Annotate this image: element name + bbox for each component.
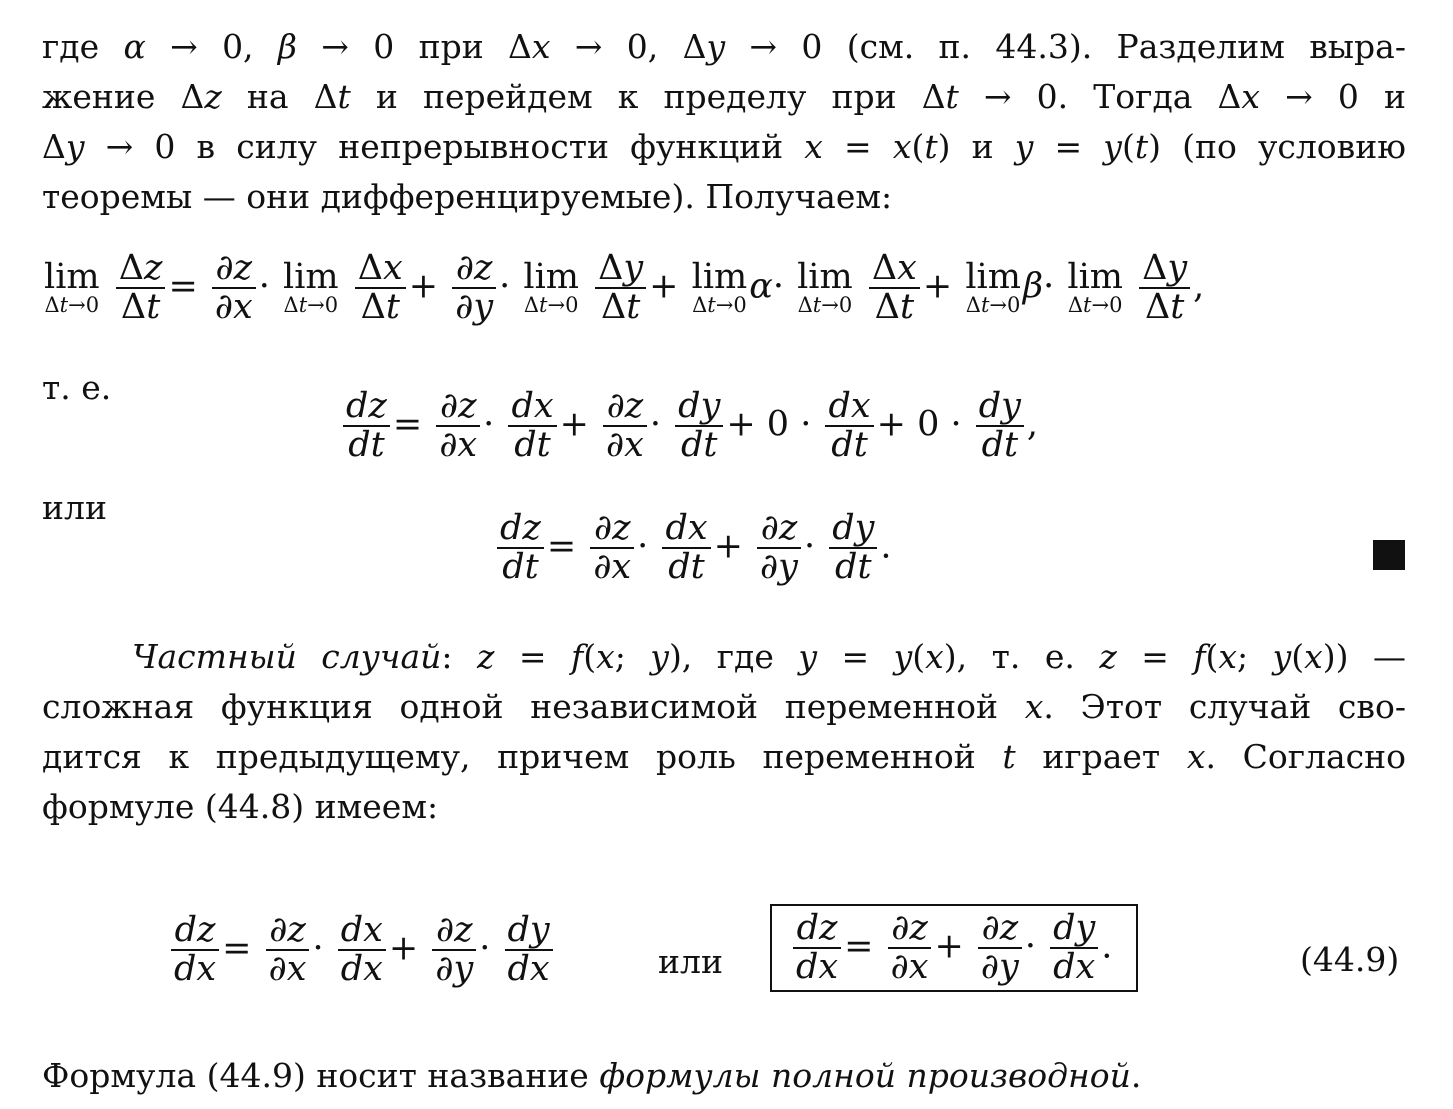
- line-5: Частный случай: z = f(x; y), где y = y(x), т. е. z = f(x; y(x)) —: [132, 637, 1407, 676]
- paragraph-2-line: [42, 682, 1406, 732]
- paragraph-2: [42, 632, 1406, 832]
- qed-square-icon: [1373, 540, 1405, 570]
- final-line: [42, 1056, 1141, 1095]
- line-2: жение Δz на Δt и перейдем к пределу при Δt → 0. Тогда Δx → 0 и: [42, 77, 1406, 116]
- formula-te: $\frac{dz}{dt}$ = $\frac{\partial z}{\partial x}$ · $\frac{dx}{dt}$ + $\frac{\partial z}{\partial x}$ · $\frac{dy}{dt}$ + 0 · $\frac{dx}{dt}$ + 0 · $\frac{dy}{dt}$ ,: [340, 388, 1038, 464]
- equation-number: (44.9): [1300, 940, 1400, 979]
- final-line-text: Формула (44.9) носит название: [42, 1056, 600, 1095]
- formula-result: $\frac{dz}{dt}$ = $\frac{\partial z}{\partial x}$ · $\frac{dx}{dt}$ + $\frac{\partial z}{\partial y}$ · $\frac{dy}{dt}$ .: [494, 510, 892, 586]
- line-8: формуле (44.8) имеем:: [42, 787, 439, 826]
- line-1: где α → 0, β → 0 при Δx → 0, Δy → 0 (см. п. 44.3). Разделим выра-: [42, 27, 1406, 66]
- final-line-emphasis: формулы полной производной: [599, 1056, 1131, 1095]
- paragraph-2-line: [42, 732, 1406, 782]
- formula-449-ili: или: [658, 942, 723, 981]
- connective-te: т. е.: [42, 368, 112, 407]
- line-4: теоремы — они дифференцируемые). Получаем:: [42, 177, 893, 216]
- line-7: дится к предыдущему, причем роль переменной t играет x. Согласно: [42, 737, 1406, 776]
- final-line-period: .: [1130, 1056, 1142, 1095]
- formula-limits: lim Δt→0 $\frac{\Delta z}{\Delta t}$ = $\frac{\partial z}{\partial x}$ · lim Δt→0 $\frac{\Delta x}{\Delta t}$ + $\frac{\partial z}{\partial y}$ · lim Δt→0 $\frac{\Delta y}{\Delta t}$ + lim Δt→0 α· lim Δt→0 $\frac{\Delta x}{\Delta t}$ + lim Δt→0 β· lim Δt→0 $\frac{\Delta y}{\Delta t}$ ,: [44, 248, 1205, 327]
- paragraph-1: [42, 22, 1406, 222]
- line-6: сложная функция одной независимой переменной x. Этот случай сво-: [42, 687, 1407, 726]
- paragraph-1-line: [42, 72, 1406, 122]
- paragraph-1-line: [42, 122, 1406, 172]
- formula-449-left: $\frac{dz}{dx}$ = $\frac{\partial z}{\partial x}$ · $\frac{dx}{dx}$ + $\frac{\partial z}{\partial y}$ · $\frac{dy}{dx}$: [168, 912, 556, 988]
- formula-449-boxed: $\frac{dz}{dx}$ = $\frac{\partial z}{\partial x}$ + $\frac{\partial z}{\partial y}$ · $\frac{dy}{dx}$ .: [770, 904, 1138, 992]
- line-3: Δy → 0 в силу непрерывности функций x = x(t) и y = y(t) (по условию: [42, 127, 1406, 166]
- formula-449-boxed-wrap: [770, 904, 1138, 992]
- paragraph-2-line: [42, 782, 1406, 832]
- connective-ili: или: [42, 488, 107, 527]
- paragraph-1-line: [42, 172, 1406, 222]
- paragraph-2-line: [42, 632, 1406, 682]
- paragraph-1-line: [42, 22, 1406, 72]
